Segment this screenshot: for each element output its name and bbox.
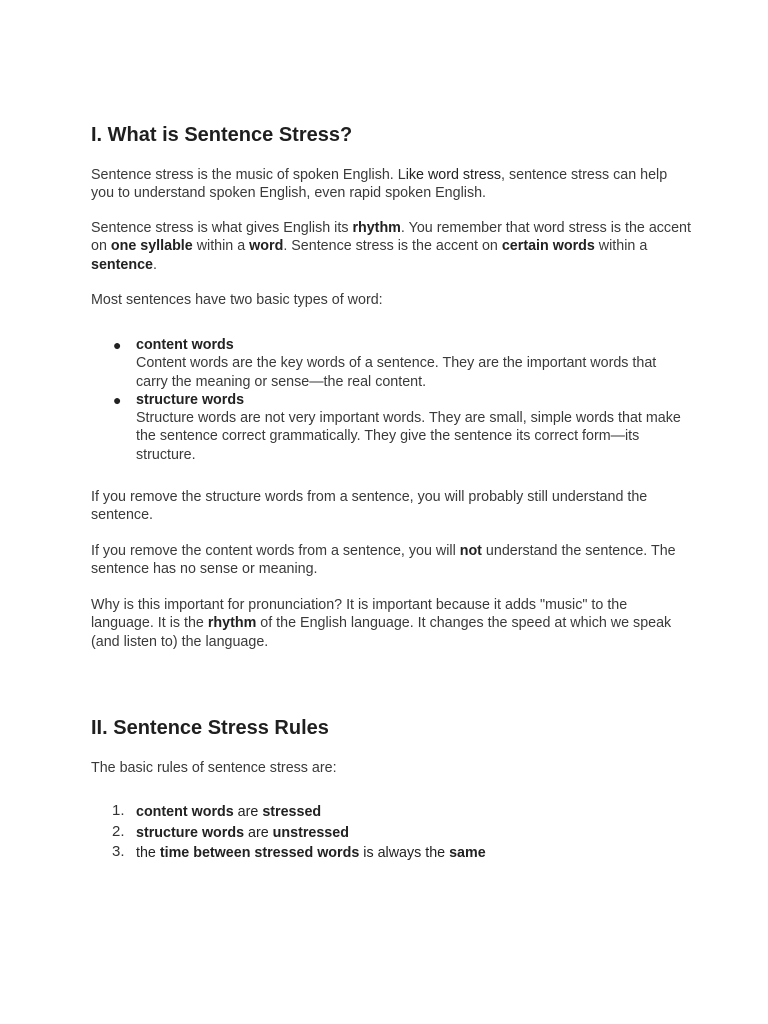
p2-text-1: Sentence stress is what gives English its	[91, 220, 353, 236]
p2-text-3: within a	[192, 238, 250, 255]
p5-text-1: If you remove the content words from a sentence, you will	[91, 543, 460, 559]
list-item	[91, 802, 691, 823]
p2-bold-word: word	[249, 238, 284, 255]
list-item-title: content words	[136, 337, 234, 353]
p5-text-2: understand the sentence. The sentence has no sense or meaning.	[91, 543, 676, 578]
p1-text-c: , sentence stress can help you to understand spoken English, even rapid spoken English.	[91, 167, 668, 202]
paragraph-5	[91, 542, 691, 579]
bullet-icon: ●	[113, 391, 122, 408]
paragraph-1	[91, 166, 691, 203]
rules-intro-text: The basic rules of sentence stress are:	[91, 760, 337, 776]
list-item-description: Structure words are not very important words. They are small, simple words that make the sentence correct grammatically. They give the sentence its correct form—its structure.	[136, 410, 681, 463]
p1-text-b: ike word stress	[405, 167, 502, 183]
list-item	[91, 823, 691, 844]
list-item-title: structure words	[136, 391, 245, 408]
p4-text: If you remove the structure words from a sentence, you will probably still understand the sentence.	[91, 489, 648, 524]
paragraph-rules-intro	[91, 759, 691, 777]
p2-bold-sentence: sentence	[91, 256, 153, 273]
p2-bold-certain-words: certain words	[501, 238, 595, 255]
rules-list	[91, 802, 691, 864]
rule-text: are	[244, 824, 273, 841]
paragraph-3	[91, 291, 691, 309]
p1-text-a: Sentence stress is the music of spoken English. L	[91, 167, 406, 183]
rule-text: are	[233, 804, 263, 820]
p6-text-1: Why is this important for pronunciation? It is important because it adds "music" to the language. It is the	[91, 597, 628, 632]
p3-text: Most sentences have two basic types of word:	[91, 292, 383, 308]
list-number: 3.	[112, 843, 125, 860]
list-item-description: Content words are the key words of a sentence. They are the important words that carry the meaning or sense—the real content.	[136, 355, 657, 390]
list-item	[91, 843, 691, 864]
p6-text-2: of the English language. It changes the speed at which we speak (and listen to) the language.	[91, 615, 672, 650]
paragraph-2	[91, 219, 691, 274]
paragraph-4	[91, 488, 691, 525]
p2-bold-one-syllable: one syllable	[110, 238, 193, 255]
paragraph-6	[91, 596, 691, 651]
rule-text-prefix: the	[136, 845, 160, 861]
rule-bold-2: unstressed	[272, 824, 349, 841]
section-1-heading: I. What is Sentence Stress?	[91, 124, 353, 146]
p2-text-4: . Sentence stress is the accent on	[283, 238, 502, 255]
section-2	[91, 716, 691, 740]
section-1	[91, 123, 691, 147]
rule-bold-2: stressed	[262, 804, 322, 820]
p2-text-5: within a	[594, 238, 648, 255]
p5-bold-not: not	[459, 543, 482, 559]
p2-bold-rhythm: rhythm	[352, 220, 401, 236]
p2-text-2: . You remember that word stress is the accent on	[91, 220, 691, 255]
rule-bold-2: same	[449, 845, 486, 861]
word-types-list	[91, 336, 691, 464]
rule-bold-1: content words	[136, 804, 234, 820]
list-item	[91, 336, 691, 391]
rule-bold-1: time between stressed words	[159, 845, 360, 861]
list-item	[91, 391, 691, 464]
rule-bold-1: structure words	[136, 824, 245, 841]
list-number: 2.	[112, 822, 125, 840]
bullet-icon: ●	[113, 337, 122, 353]
p6-bold-rhythm: rhythm	[207, 615, 257, 632]
section-2-heading: II. Sentence Stress Rules	[91, 717, 329, 739]
list-number: 1.	[112, 802, 125, 819]
p2-text-6: .	[152, 256, 157, 273]
rule-text: is always the	[359, 845, 450, 861]
